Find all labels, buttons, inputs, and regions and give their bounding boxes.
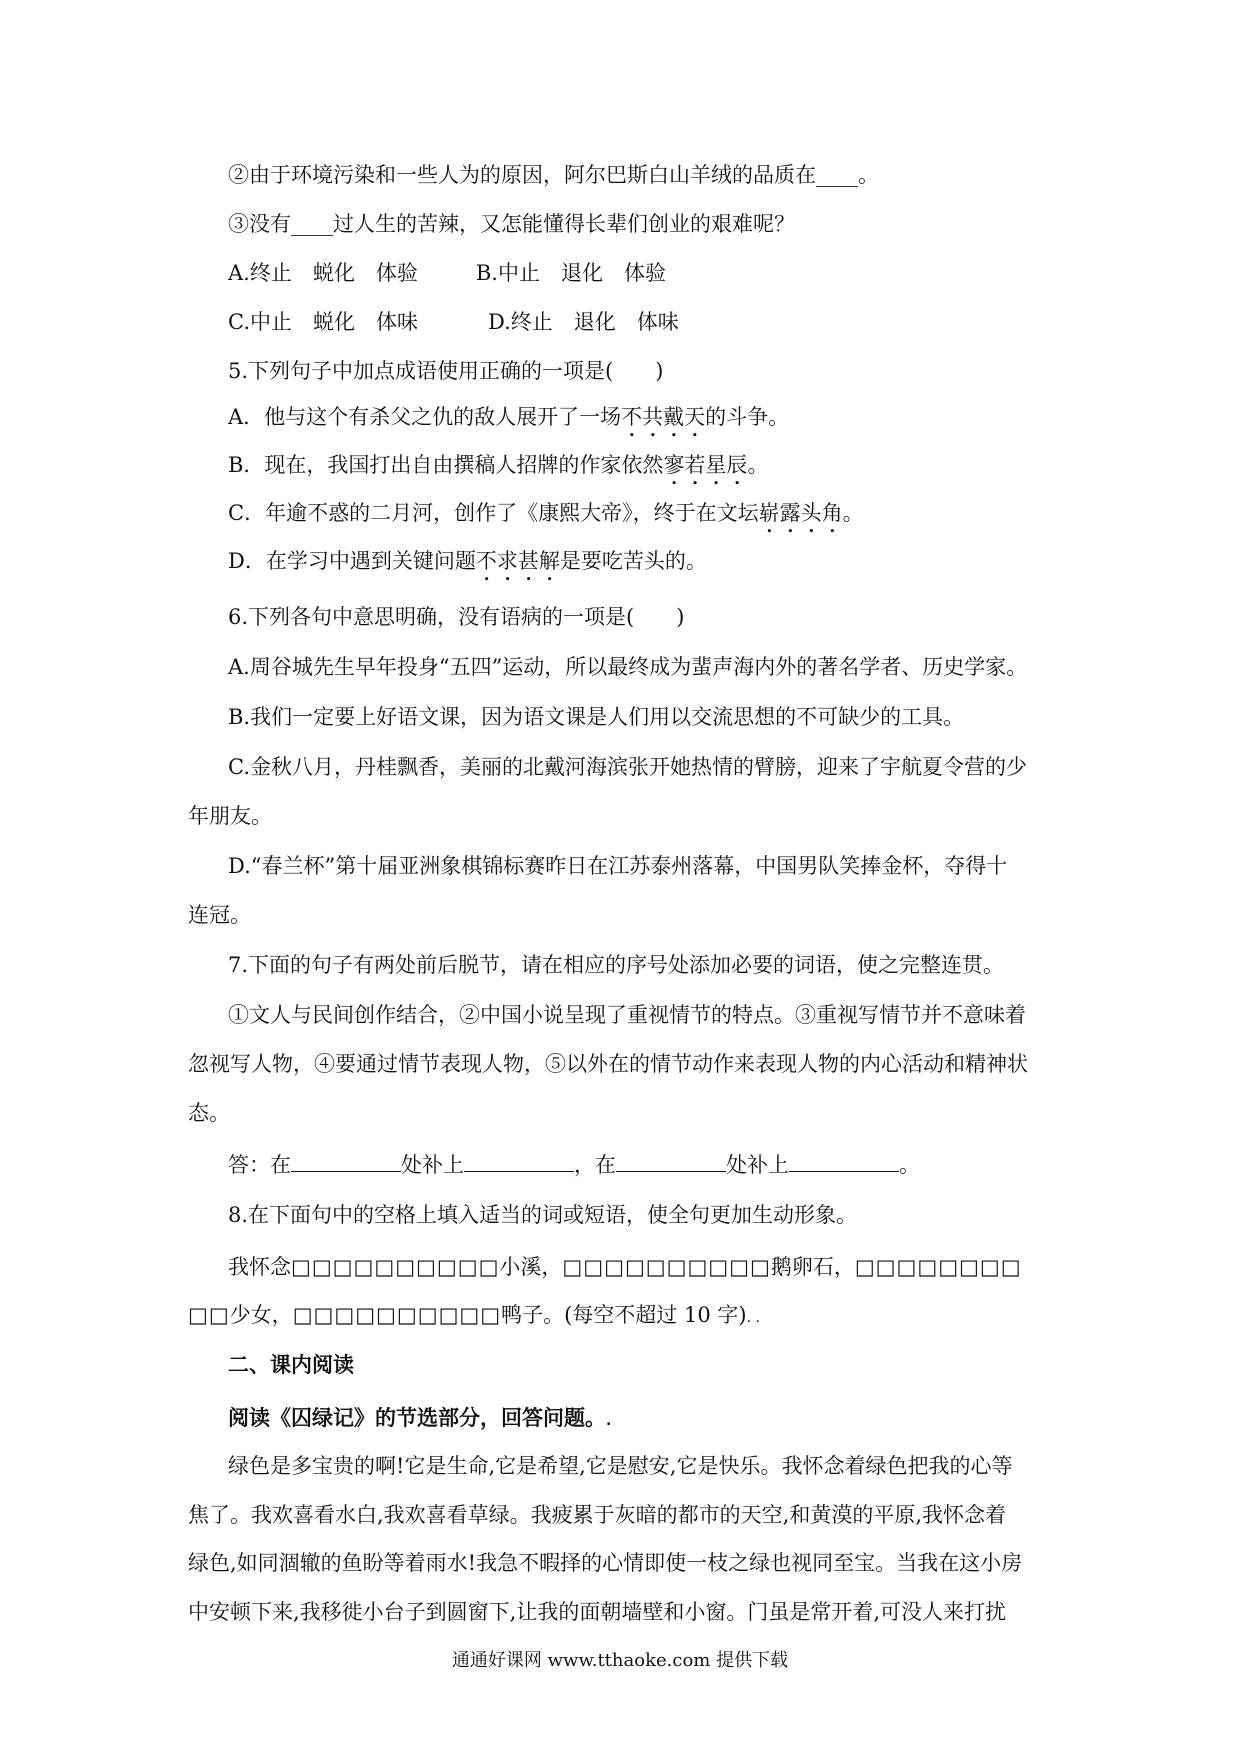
q7-passage-line-1: ①文人与民间创作结合，②中国小说呈现了重视情节的特点。③重视写情节并不意味着 (228, 1003, 1026, 1027)
q8-line-1 (0, 1252, 1240, 1282)
q7-answer-line (0, 1150, 1240, 1180)
passage-line-1: 绿色是多宝贵的啊!它是生命,它是希望,它是慰安,它是快乐。我怀念着绿色把我的心等 (228, 1454, 1013, 1478)
q5-option-c (0, 498, 1240, 538)
q5-b-post: 。 (747, 453, 769, 477)
q5-option-b (0, 450, 1240, 490)
q8-fill-boxes-4[interactable]: □□□□□□□□□□ (292, 1303, 502, 1327)
q7-answer-blank-2[interactable] (464, 1151, 574, 1172)
section-2-instruction (0, 1403, 1240, 1436)
page-footer: 通通好课网 www.tthaoke.com 提供下载 (451, 1650, 789, 1671)
q4-option-b: B.中止 退化 体验 (475, 261, 666, 285)
q4-sentence-3: ③没有____过人生的苦辣，又怎能懂得长辈们创业的艰难呢？ (228, 212, 795, 236)
q7-answer-blank-1[interactable] (291, 1151, 401, 1172)
q8-l2-tail: . . (746, 1310, 760, 1326)
q8-fill-boxes-3[interactable]: □□□□□□□□ (854, 1255, 1022, 1279)
q4-option-a: A.终止 蜕化 体验 (228, 261, 418, 285)
q5-d-pre: D．在学习中遇到关键问题 (228, 549, 476, 573)
q8-l2-b: 鸭子。(每空不超过 10 字) (501, 1303, 747, 1327)
q4-option-d: D.终止 退化 体味 (488, 310, 679, 334)
q5-a-pre: A．他与这个有杀父之仇的敌人展开了一场 (228, 405, 622, 429)
section-2-instruction-tail: . (606, 1413, 612, 1429)
q7-passage-line-3: 态。 (188, 1101, 230, 1125)
q4-option-c: C.中止 蜕化 体味 (228, 310, 418, 334)
q5-a-idiom: 不共戴天 (621, 405, 706, 429)
q5-stem: 5.下列句子中加点成语使用正确的一项是( ) (228, 359, 664, 383)
q4-sentence-2: ②由于环境污染和一些人为的原因，阿尔巴斯白山羊绒的品质在____。 (228, 163, 879, 187)
passage-line-2: 焦了。我欢喜看水白,我欢喜看草绿。我疲累于灰暗的都市的天空,和黄漠的平原,我怀念着 (188, 1503, 1007, 1527)
q7-stem: 7.下面的句子有两处前后脱节，请在相应的序号处添加必要的词语，使之完整连贯。 (228, 953, 1005, 977)
q5-c-idiom: 崭露头角 (758, 501, 843, 525)
q6-option-c-line-2: 年朋友。 (188, 804, 272, 828)
q7-answer-text-1: 处补上 (401, 1153, 464, 1177)
q7-answer-blank-3[interactable] (616, 1151, 726, 1172)
q4-options-row-2 (0, 307, 1240, 337)
q5-c-pre: C．年逾不惑的二月河，创作了《康熙大帝》，终于在文坛 (228, 501, 759, 525)
section-2-instruction-text: 阅读《囚绿记》的节选部分，回答问题。 (228, 1406, 606, 1430)
q8-l1-a: 我怀念 (228, 1255, 291, 1279)
q5-option-d (0, 546, 1240, 586)
q7-answer-text-2: ，在 (574, 1153, 616, 1177)
q6-option-d-line-2: 连冠。 (188, 903, 251, 927)
q8-fill-boxes-2[interactable]: □□□□□□□□□□ (562, 1255, 771, 1279)
q8-line-2 (0, 1300, 1240, 1333)
q6-option-b: B.我们一定要上好语文课，因为语文课是人们用以交流思想的不可缺少的工具。 (228, 705, 965, 729)
q6-option-c-line-1: C.金秋八月，丹桂飘香，美丽的北戴河海滨张开她热情的臂膀，迎来了宇航夏令营的少 (228, 755, 1027, 779)
q5-b-pre: B．现在，我国打出自由撰稿人招牌的作家依然 (228, 453, 664, 477)
q5-option-a (0, 402, 1240, 442)
q7-answer-text-3: 处补上 (726, 1153, 789, 1177)
q5-b-idiom: 寥若星辰 (663, 453, 748, 477)
q7-answer-end: 。 (899, 1153, 920, 1177)
q7-passage-line-2: 忽视写人物，④要通过情节表现人物，⑤以外在的情节动作来表现人物的内心活动和精神状 (188, 1052, 1028, 1076)
q8-stem: 8.在下面句中的空格上填入适当的词或短语，使全句更加生动形象。 (228, 1203, 858, 1227)
q6-option-a: A.周谷城先生早年投身“五四”运动，所以最终成为蜚声海内外的著名学者、历史学家。 (228, 655, 1028, 679)
q7-answer-label: 答：在 (228, 1153, 291, 1177)
q5-d-idiom: 不求甚解 (475, 549, 560, 573)
q4-options-row-1 (0, 258, 1240, 288)
section-2-heading: 二、课内阅读 (228, 1353, 354, 1377)
q8-fill-boxes-1[interactable]: □□□□□□□□□□ (291, 1255, 500, 1279)
q8-fill-boxes-3-cont[interactable]: □□ (188, 1303, 230, 1327)
q5-a-post: 的斗争。 (705, 405, 790, 429)
q8-l1-c: 鹅卵石， (770, 1255, 855, 1279)
q6-option-d-line-1: D.“春兰杯”第十届亚洲象棋锦标赛昨日在江苏泰州落幕，中国男队笑捧金杯，夺得十 (228, 854, 1008, 878)
q7-answer-blank-4[interactable] (789, 1151, 899, 1172)
q8-l1-b: 小溪， (499, 1255, 563, 1279)
q5-c-post: 。 (842, 501, 864, 525)
q6-stem: 6.下列各句中意思明确，没有语病的一项是( ) (228, 605, 685, 629)
q8-l2-a: 少女， (229, 1303, 293, 1327)
q5-d-post: 是要吃苦头的。 (559, 549, 707, 573)
passage-line-4: 中安顿下来,我移徙小台子到圆窗下,让我的面朝墙壁和小窗。门虽是常开着,可没人来打扰 (188, 1600, 1007, 1624)
passage-line-3: 绿色,如同涸辙的鱼盼等着雨水!我急不暇择的心情即使一枝之绿也视同至宝。当我在这小房 (188, 1551, 1023, 1575)
